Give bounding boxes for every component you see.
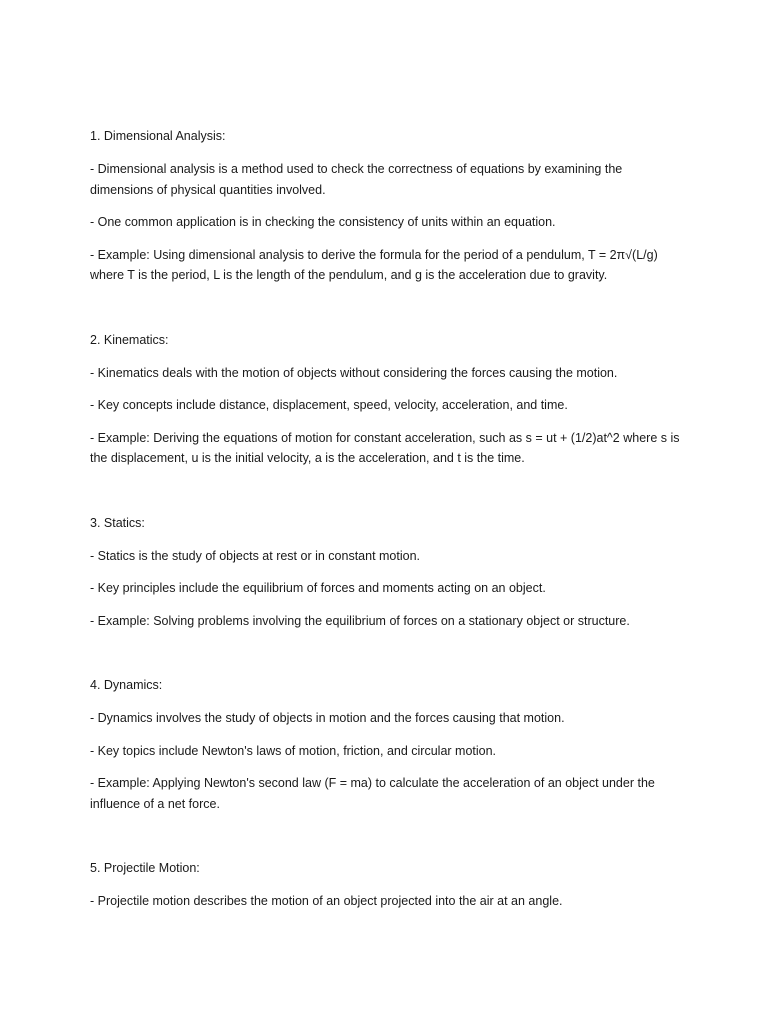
- section-dynamics: [90, 675, 682, 814]
- section-heading: 4. Dynamics:: [90, 678, 163, 692]
- paragraph: - Example: Solving problems involving the equilibrium of forces on a stationary object or structure.: [90, 613, 630, 628]
- paragraph: - Dimensional analysis is a method used to check the correctness of equations by examining the dimensions of physical quantities involved.: [90, 162, 623, 197]
- section-heading: 3. Statics:: [90, 515, 145, 530]
- paragraph: - Kinematics deals with the motion of objects without considering the forces causing the motion.: [90, 365, 618, 380]
- section-statics: [90, 513, 682, 632]
- paragraph: - Example: Using dimensional analysis to derive the formula for the period of a pendulum, T = 2π√(L/g) where T is the period, L is the length of the pendulum, and g is the acceleration due to gravity.: [90, 247, 658, 282]
- paragraph: - Key topics include Newton's laws of motion, friction, and circular motion.: [90, 743, 497, 758]
- section-heading: 2. Kinematics:: [90, 332, 169, 347]
- section-projectile-motion: [90, 858, 682, 912]
- paragraph: - Example: Applying Newton's second law (F = ma) to calculate the acceleration of an object under the influence of a net force.: [90, 776, 655, 811]
- section-dimensional-analysis: [90, 126, 682, 286]
- section-heading: 5. Projectile Motion:: [90, 861, 200, 875]
- section-kinematics: [90, 330, 682, 469]
- paragraph: - Key concepts include distance, displacement, speed, velocity, acceleration, and time.: [90, 398, 568, 412]
- section-heading: 1. Dimensional Analysis:: [90, 129, 226, 143]
- paragraph: - Example: Deriving the equations of motion for constant acceleration, such as s = ut + (1/2)at^2 where s is the displacement, u is the initial velocity, a is the acceleration, and t is the time.: [90, 430, 680, 465]
- document-content: [90, 126, 682, 912]
- paragraph: - Dynamics involves the study of objects in motion and the forces causing that motion.: [90, 711, 565, 725]
- paragraph: - Key principles include the equilibrium of forces and moments acting on an object.: [90, 581, 546, 595]
- paragraph: - One common application is in checking the consistency of units within an equation.: [90, 215, 556, 229]
- paragraph: - Statics is the study of objects at rest or in constant motion.: [90, 548, 421, 563]
- paragraph: - Projectile motion describes the motion of an object projected into the air at an angle.: [90, 894, 563, 908]
